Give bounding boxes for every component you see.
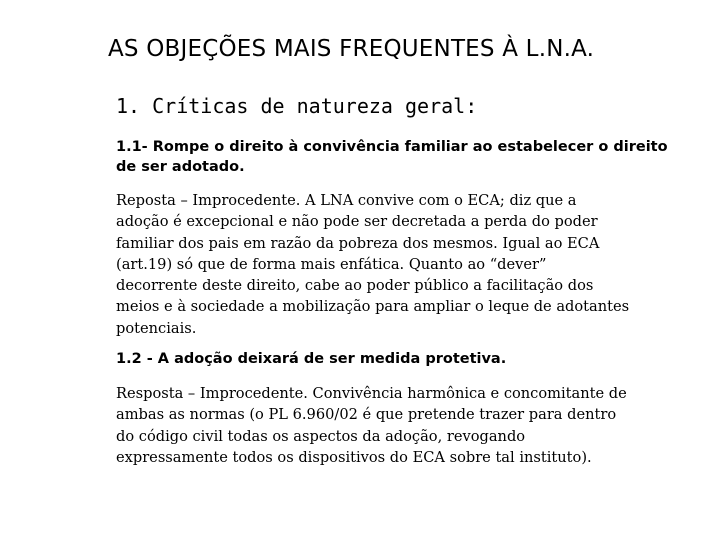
answer-line: ambas as normas (o PL 6.960/02 é que pretende trazer para dentro [116, 406, 617, 424]
item-heading-line: 1.1- Rompe o direito à convivência familiar ao estabelecer o direito [116, 139, 668, 155]
item-heading-1-2: 1.2 - A adoção deixará de ser medida protetiva. [116, 351, 507, 367]
section-heading: 1. Críticas de natureza geral: [116, 94, 478, 118]
answer-line: Reposta – Improcedente. A LNA convive com o ECA; diz que a [116, 192, 577, 209]
answer-line: decorrente deste direito, cabe ao poder público a facilitação dos [116, 277, 594, 295]
answer-paragraph-1-2 [116, 383, 712, 468]
answer-line: expressamente todos os dispositivos do ECA sobre tal instituto). [116, 448, 592, 466]
answer-line: familiar dos pais em razão da pobreza dos mesmos. Igual ao ECA [116, 234, 600, 252]
answer-line: adoção é excepcional e não pode ser decretada a perda do poder [116, 213, 598, 231]
answer-line: meios e à sociedade a mobilização para ampliar o leque de adotantes [116, 298, 630, 316]
answer-line: Resposta – Improcedente. Convivência harmônica e concomitante de [116, 385, 627, 402]
answer-paragraph-1-1 [116, 190, 712, 339]
answer-line: potenciais. [116, 319, 197, 337]
answer-line: do código civil todas os aspectos da adoção, revogando [116, 427, 526, 445]
item-heading-1-1 [116, 137, 716, 177]
slide-title: AS OBJEÇÕES MAIS FREQUENTES À L.N.A. [108, 36, 595, 62]
item-heading-line: de ser adotado. [116, 159, 245, 175]
answer-line: (art.19) só que de forma mais enfática. Quanto ao “dever” [116, 255, 547, 273]
